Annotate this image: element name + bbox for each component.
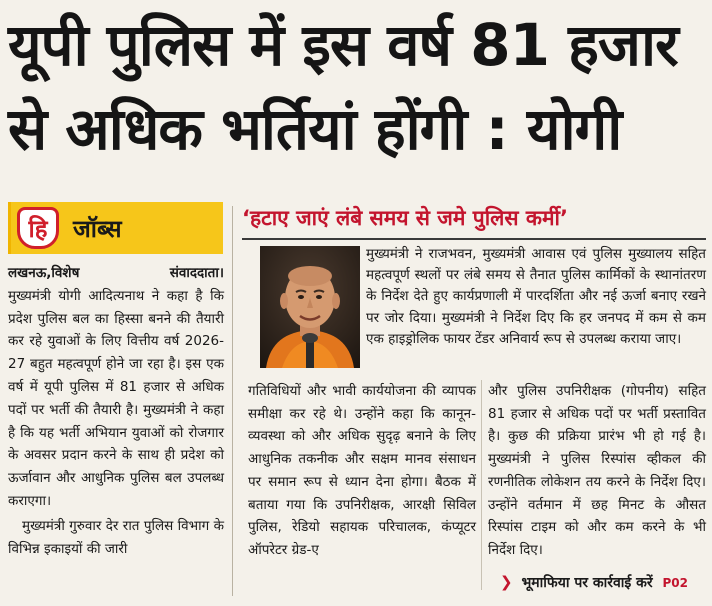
headline-line-2: से अधिक भर्तियां होंगी : योगी xyxy=(8,95,622,163)
middle-column: गतिविधियों और भावी कार्ययोजना की व्यापक समीक्षा कर रहे थे। उन्होंने कहा कि कानून-व्यवस्था को और अधिक सुदृढ़ बनाने के लिए आधुनिक तकनीक और सक्षम मानव संसाधन पर समान रूप से ध्यान देना होगा। बैठक में बताया गया कि उपनिरीक्षक, आरक्षी सिविल पुलिस, रेडियो सहायक परिचालक, कंप्यूटर ऑपरेटर ग्रेड-ए xyxy=(248,383,476,558)
headline xyxy=(8,4,706,172)
continuation-text: भूमाफिया पर कार्रवाई करें xyxy=(521,575,653,591)
hindustan-logo-icon: हि xyxy=(17,207,59,249)
subhead-rule xyxy=(242,238,706,240)
column-divider xyxy=(232,206,233,596)
portrait-illustration xyxy=(260,246,360,368)
byline xyxy=(8,262,224,285)
chevron-right-icon: ❯ xyxy=(500,573,513,591)
byline-place: लखनऊ,विशेष xyxy=(8,265,80,281)
section-badge-jobs xyxy=(8,202,223,254)
byline-role: संवाददाता। xyxy=(169,265,224,281)
section-label: जॉब्स xyxy=(73,215,122,243)
yogi-portrait-photo xyxy=(260,246,360,368)
left-column xyxy=(8,262,224,560)
sidebar-subhead: ‘हटाए जाएं लंबे समय से जमे पुलिस कर्मी’ xyxy=(242,206,568,230)
left-paragraph-1: मुख्यमंत्री योगी आदित्यनाथ ने कहा है कि प्रदेश पुलिस बल का हिस्सा बनने की तैयारी कर रहे युवाओं के लिए वित्तीय वर्ष 2026-27 बहुत महत्वपूर्ण होने जा रहा है। इस एक वर्ष में यूपी पुलिस में 81 हजार से अधिक पदों पर भर्ती की तैयारी है। मुख्यमंत्री ने कहा है कि यह भर्ती अभियान युवाओं को रोजगार के अवसर प्रदान करने के साथ ही प्रदेश को ऊर्जावान और आधुनिक पुलिस बल उपलब्ध कराएगा। xyxy=(8,287,224,509)
left-paragraph-2: मुख्यमंत्री गुरुवार देर रात पुलिस विभाग के विभिन्न इकाइयों की जारी xyxy=(8,517,224,557)
headline-line-1: यूपी पुलिस में इस वर्ष 81 हजार xyxy=(8,11,678,79)
sidebar-intro: मुख्यमंत्री ने राजभवन, मुख्यमंत्री आवास एवं पुलिस मुख्यालय सहित महत्वपूर्ण स्थलों पर लंबे समय से तैनात पुलिस कार्मिकों के स्थानांतरण के निर्देश देते हुए कार्यप्रणाली में पारदर्शिता और नई ऊर्जा बनाए रखने पर जोर दिया। मुख्यमंत्री ने निर्देश दिए कि हर जनपद में कम से कम एक हाइड्रोलिक फायर टेंडर अनिवार्य रूप से उपलब्ध कराया जाए। xyxy=(366,246,706,347)
continuation-link[interactable] xyxy=(500,573,688,592)
column-divider-2 xyxy=(481,380,482,590)
continuation-page: P02 xyxy=(662,576,688,590)
right-column: और पुलिस उपनिरीक्षक (गोपनीय) सहित 81 हजार से अधिक पदों पर भर्ती प्रस्तावित है। कुछ की प्रक्रिया प्रारंभ भी हो गई है। मुख्यमंत्री ने पुलिस रिस्पांस व्हीकल की रणनीतिक लोकेशन तय करने के निर्देश दिए। उन्होंने वर्तमान में छह मिनट के औसत रिस्पांस टाइम को और कम करने के भी निर्देश दिए। xyxy=(488,383,706,558)
